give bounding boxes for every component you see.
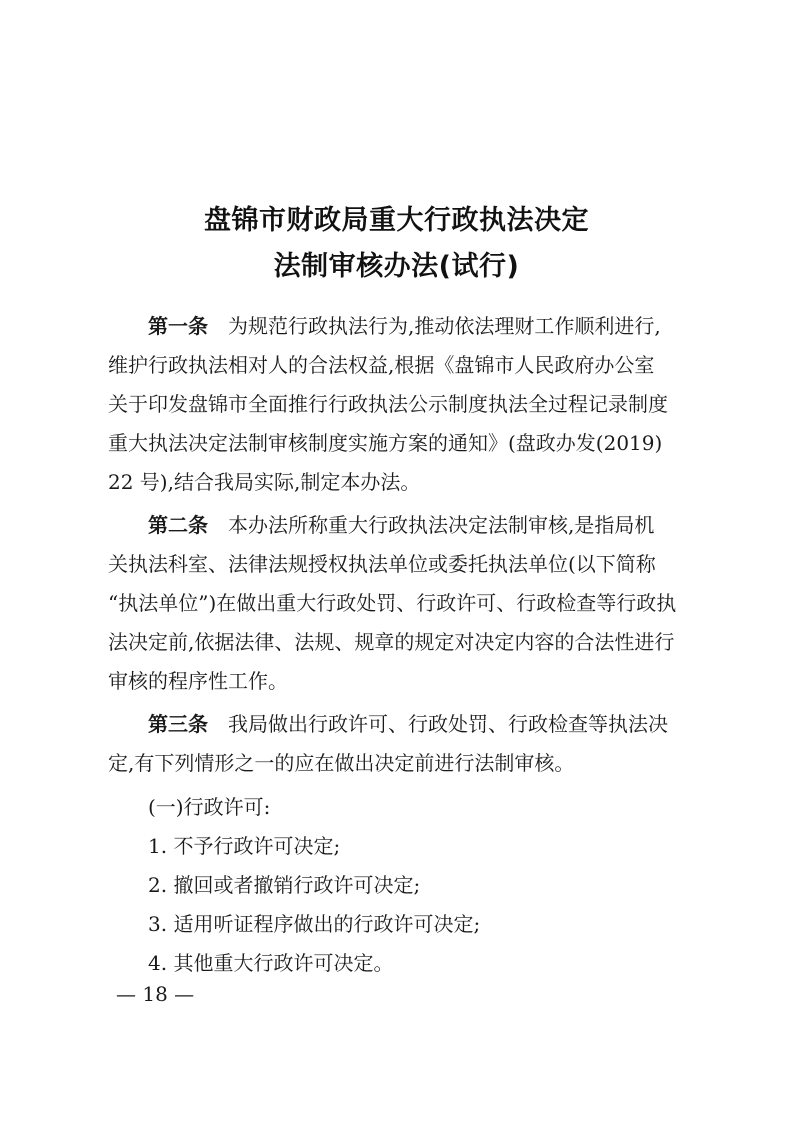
article-2-line: 法决定前,依据法律、法规、规章的规定对决定内容的合法性进行 bbox=[108, 630, 675, 654]
article-2-line: 审核的程序性工作。 bbox=[108, 669, 288, 693]
list-item: 2. 撤回或者撤销行政许可决定; bbox=[148, 873, 421, 897]
page-number: — 18 — bbox=[116, 982, 195, 1006]
article-1-line: 22 号),结合我局实际,制定本办法。 bbox=[108, 470, 421, 494]
list-item: 3. 适用听证程序做出的行政许可决定; bbox=[148, 912, 481, 936]
article-1-text: 为规范行政执法行为,推动依法理财工作顺利进行, bbox=[228, 314, 661, 338]
section-heading: (一)行政许可: bbox=[148, 795, 271, 819]
article-3-label: 第三条 bbox=[148, 712, 208, 736]
article-3-line: 定,有下列情形之一的应在做出决定前进行法制审核。 bbox=[108, 751, 575, 775]
article-1-label: 第一条 bbox=[148, 314, 208, 338]
article-2-line: “执法单位”)在做出重大行政处罚、行政许可、行政检查等行政执 bbox=[108, 591, 677, 615]
document-title-line-2: 法制审核办法(试行) bbox=[273, 251, 520, 282]
article-3-first-line bbox=[148, 712, 668, 736]
article-2-line: 关执法科室、法律法规授权执法单位或委托执法单位(以下简称 bbox=[108, 552, 656, 576]
list-item: 1. 不予行政许可决定; bbox=[148, 834, 341, 858]
article-2-first-line bbox=[148, 513, 654, 537]
article-1-line: 关于印发盘锦市全面推行行政执法公示制度执法全过程记录制度 bbox=[108, 392, 668, 416]
article-2-label: 第二条 bbox=[148, 513, 208, 537]
document-title-line-1: 盘锦市财政局重大行政执法决定 bbox=[204, 205, 589, 236]
article-1-line: 重大执法决定法制审核制度实施方案的通知》(盘政办发(2019) bbox=[108, 431, 663, 455]
article-1-first-line bbox=[148, 314, 661, 338]
list-item: 4. 其他重大行政许可决定。 bbox=[148, 951, 394, 975]
article-2-text: 本办法所称重大行政执法决定法制审核,是指局机 bbox=[228, 513, 655, 537]
article-1-line: 维护行政执法相对人的合法权益,根据《盘锦市人民政府办公室 bbox=[108, 353, 655, 377]
article-3-text: 我局做出行政许可、行政处罚、行政检查等执法决 bbox=[228, 712, 668, 736]
